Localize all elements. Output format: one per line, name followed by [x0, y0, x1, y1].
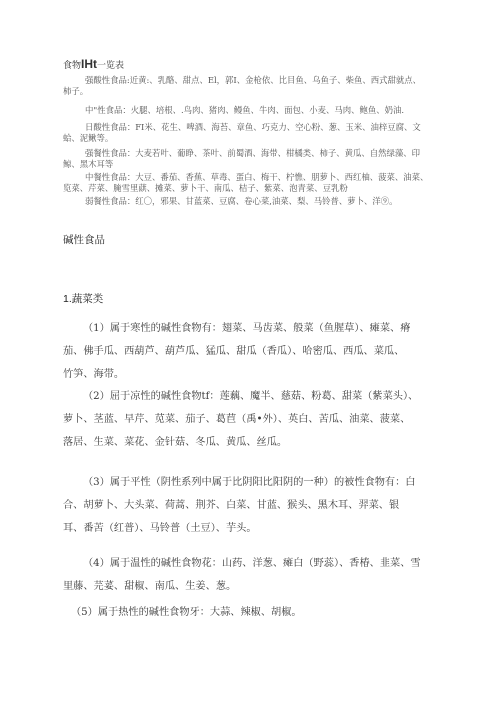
text-line: 茄、佛手瓜、西葫芦、葫芦瓜、猛瓜、甜瓜（香瓜）、哈密瓜、西瓜、菜瓜、	[63, 346, 405, 357]
text-line: 弱餐性食品：红〇，邪果、甘蓝菜、豆腐、卷心菜,油菜、梨、马铃普、萝卜、洋⑨。	[85, 196, 398, 206]
cold-alkaline-paragraph	[63, 317, 443, 386]
text-line: 鲸、黑木耳等	[63, 159, 114, 169]
text-line: 萝卜、茎蓝、早芹、苋菜、茄子、葛苣（禹•外）、英白、苦瓜、油菜、菠菜、	[63, 414, 411, 425]
weak-acid-paragraph	[63, 122, 443, 144]
neutral-alkaline-paragraph	[63, 471, 443, 540]
title-suffix: 一览表	[97, 61, 125, 71]
title-middle: IHt	[81, 57, 98, 71]
text-line: （2）屈于凉性的碱性食物tf：莲藕、魔半、慈菇、粉葛、甜菜（紫菜头）、	[83, 391, 419, 402]
text-line: 里藤、芫荽、甜椒、南瓜、生姜、葱。	[63, 581, 237, 592]
document-title	[63, 57, 500, 71]
text-line: 强餐性食品：大麦若叶、葡睁、茶叶、前蜀酒、海带、柑橘类、柿子、黄瓜、自然绿藻、印	[85, 148, 420, 158]
strong-acid-paragraph	[63, 75, 443, 97]
warm-alkaline-paragraph	[63, 552, 443, 598]
text-line: 中"性食品：火腿、培根、.鸟肉、猪肉、鳗鱼、牛肉、面包、小麦、马肉、鲍鱼、奶油.	[85, 105, 405, 115]
text-line: 落居、生菜、菜花、金针菇、冬瓜、黄瓜、丝瓜。	[63, 437, 288, 448]
text-line: 览菜、芹菜、腌雪里蕻、摊菜、萝卜干、南瓜、桔子、紫菜、泡青菜、豆乳粉	[63, 183, 348, 193]
title-prefix: 食物	[63, 61, 82, 71]
text-line: 柿子。	[63, 86, 89, 96]
text-line: 中餐性食品：大豆、番茄、香蕉、草毒、蛋白、梅干、柠憔、朋萝卜、西红柚、菠菜、油菜、	[85, 172, 429, 182]
text-line: （5）属于热性的碱性食物牙：大蒜、辣椒、胡椒。	[71, 607, 302, 618]
strong-alkaline-paragraph	[63, 148, 443, 170]
weak-alkaline-paragraph	[63, 196, 443, 207]
text-line: 竹笋、海带。	[63, 369, 125, 380]
text-line: （3）属于平性（阴性系列中属于比阴阳比阳阴的一种）的被性食物有：白	[83, 477, 416, 488]
text-line: 合、胡萝卜、大头菜、荷蒿、荆芥、白菜、甘蓝、猴头、黑木耳、羿菜、银	[63, 500, 400, 511]
text-line: （4）属于温性的碱性食物花：山药、洋葱、瘫白（野蕊）、香椿、韭菜、雪	[83, 558, 421, 569]
text-line: 日酸性食品：FI米、花生、啤酒、海苔、章鱼、巧克力、空心粉、葱、玉米、油梓豆腐、文	[85, 122, 421, 132]
medium-acid-paragraph	[63, 105, 443, 116]
medium-alkaline-paragraph	[63, 172, 443, 194]
text-line: （1）属于寒性的碱性食物有：翅菜、马齿菜、般菜（鱼腥草）、瘫菜、瘠	[83, 323, 411, 334]
text-line: 蛤、泥鳅等。	[63, 133, 114, 143]
subsection-heading-vegetables: 1.蔬菜类	[63, 293, 104, 305]
text-line: 耳、番苦（红普）、马铃普（土豆）、芋头。	[63, 523, 257, 534]
cool-alkaline-paragraph	[63, 385, 443, 454]
text-line: 强酸性食品:近黄:、乳酪、甜点、El，郭I、金枪依、比目鱼、乌鱼子、柴鱼、西式甜就点、	[85, 75, 421, 85]
section-heading-alkaline: 碱性食品	[63, 234, 105, 246]
hot-alkaline-paragraph	[63, 601, 443, 624]
